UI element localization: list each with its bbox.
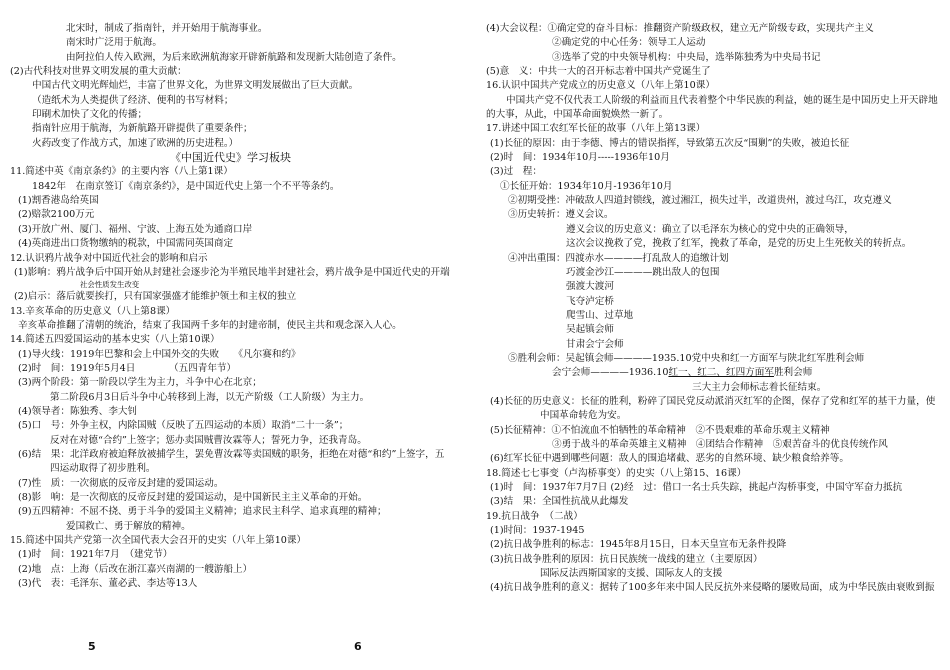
text-line: (4)抗日战争胜利的意义：据转了100多年来中国人民反抗外来侵略的屡败局面，成为中华民族由衰败到振 bbox=[490, 582, 935, 594]
underlined-text: 红一、红二、红四方面军 bbox=[668, 367, 774, 379]
text-line: (1)时 间：1937年7月7日 (2)经 过：借口一名士兵失踪，挑起卢沟桥事变，中国守军奋力抵抗 bbox=[490, 482, 903, 493]
text-line: 爬雪山、过草地 bbox=[566, 309, 634, 321]
text-line: (2)抗日战争胜利的标志：1945年8月15日，日本天皇宣布无条件投降 bbox=[490, 539, 787, 551]
text-line: 中国古代文明光辉灿烂，丰富了世界文化，为世界文明发展做出了巨大贡献。 bbox=[32, 80, 359, 92]
text-line: 遵义会议的历史意义：确立了以毛泽东为核心的党中央的正确领导， bbox=[566, 223, 854, 235]
right-page bbox=[486, 22, 942, 596]
text-line: (1)导火线：1919年巴黎和会上中国外交的失败 《凡尔赛和约》 bbox=[18, 348, 301, 360]
text-line: 南宋时广泛用于航海。 bbox=[66, 37, 162, 49]
question-heading: 17.讲述中国工农红军长征的故事（八年上第13课） bbox=[486, 123, 706, 135]
question-heading: 11.简述中英《南京条约》的主要内容（八上第1课） bbox=[10, 166, 233, 178]
text-line: ③勇于战斗的革命英雄主义精神 ④团结合作精神 ⑤艰苦奋斗的优良传统作风 bbox=[552, 438, 888, 450]
text-line: (2)时 间：1919年5月4日 （五四青年节） bbox=[18, 362, 237, 374]
question-heading: 18.简述七七事变（卢沟桥事变）的史实（八上第15、16课） bbox=[486, 467, 747, 479]
question-heading: 12.认识鸦片战争对中国近代社会的影响和启示 bbox=[10, 252, 208, 264]
text-line: (1)时间：1937-1945 bbox=[490, 525, 585, 537]
text-line: (7)性 质：一次彻底的反帝反封建的爱国运动。 bbox=[18, 477, 224, 489]
text-line: (4)大会议程：①确定党的奋斗目标：推翻资产阶级政权，建立无产阶级专政，实现共产主义 bbox=[486, 23, 874, 34]
question-heading: 14.简述五四爱国运动的基本史实（八上第10课） bbox=[10, 334, 220, 346]
text-line: (1)影响：鸦片战争后中国开始从封建社会逐步沦为半殖民地半封建社会，鸦片战争是中国近代史的开端 bbox=[14, 266, 450, 278]
text-line: (5)口 号：外争主权，内除国贼（反映了五四运动的本质）取消“二十一条”； bbox=[18, 420, 349, 432]
question-heading: 16.认识中国共产党成立的历史意义（八年上第10课） bbox=[486, 80, 715, 92]
text-line: 这次会议挽救了党，挽救了红军，挽救了革命，是党的历史上生死攸关的转折点。 bbox=[566, 238, 912, 250]
text-line: 巧渡金沙江————跳出敌人的包围 bbox=[566, 266, 720, 278]
text-line: 三大主力会师标志着长征结束。 bbox=[692, 381, 827, 393]
text-line: ⑤胜利会师：吴起镇会师————1935.10党中央和红一方面军与陕北红军胜利会师 bbox=[508, 352, 865, 364]
text-line: (1)时 间：1921年7月 （建党节） bbox=[18, 549, 173, 561]
text-line: (3)抗日战争胜利的原因：抗日民族统一战线的建立（主要原因） bbox=[490, 553, 763, 565]
text-line: 甘肃会宁会师 bbox=[566, 338, 624, 350]
text-line: 火药改变了作战方式，加速了欧洲的历史进程。） bbox=[32, 137, 239, 149]
text-line: 吴起镇会师 bbox=[566, 324, 614, 336]
text-line: 国际反法西斯国家的支援、国际友人的支援 bbox=[540, 568, 723, 580]
text-line: ④冲出重围：四渡赤水————打乱敌人的追缴计划 bbox=[508, 252, 729, 264]
text-line: ②初期受挫：冲破敌人四道封锁线，渡过湘江，损失过半，改道贵州，渡过乌江，攻克遵义 bbox=[508, 195, 892, 207]
text-line: ②确定党的中心任务：领导工人运动 bbox=[552, 37, 706, 49]
text-line: ③历史转折：遵义会议。 bbox=[508, 209, 614, 221]
text-line: (3)两个阶段：第一阶段以学生为主力，斗争中心在北京； bbox=[18, 377, 262, 389]
page-number-left: 5 bbox=[88, 640, 96, 653]
section-title: 《中国近代史》学习板块 bbox=[170, 151, 291, 165]
text-paragraph: 中国共产党不仅代表工人阶级的利益而且代表着整个中华民族的利益，她的诞生是中国历史上开天辟地的大事，从此，中国革命面貌焕然一新了。 bbox=[486, 94, 938, 121]
text-line: (2)赔款2100万元 bbox=[18, 209, 95, 221]
text-line: (3)结 果：全国性抗战从此爆发 bbox=[490, 496, 629, 508]
text-line: (5)意 义：中共一大的召开标志着中国共产党诞生了 bbox=[486, 66, 711, 78]
text-line: (2)地 点：上海（后改在浙江嘉兴南湖的一艘游船上） bbox=[18, 563, 253, 575]
text-line: (5)长征精神：①不怕流血不怕牺牲的革命精神 ②不畏艰难的革命乐观主义精神 bbox=[490, 424, 830, 436]
text-line: 飞夺泸定桥 bbox=[566, 295, 614, 307]
text-line: (6)结 果：北洋政府被迫释放被捕学生，罢免曹汝霖等卖国贼的职务，拒绝在对德“和约”上签字，五 bbox=[18, 448, 445, 460]
text-line: (4)长征的历史意义：长征的胜利，粉碎了国民党反动派消灭红军的企图，保存了党和红军的基干力量，使 bbox=[490, 395, 936, 407]
text-line: (8)影 响：是一次彻底的反帝反封建的爱国运动，是中国新民主主义革命的开始。 bbox=[18, 492, 368, 503]
text-line: 中国革命转危为安。 bbox=[540, 410, 627, 422]
question-heading: 15.简述中国共产党第一次全国代表大会召开的史实（八年上第10课） bbox=[10, 535, 307, 547]
text-line: 反对在对德“合约”上签字；惩办卖国贼曹汝霖等人；誓死力争，还我青岛。 bbox=[50, 434, 367, 446]
text-segment: 会宁会师————1936.10 bbox=[552, 367, 669, 379]
text-line: (2)启示：落后就要挨打，只有国家强盛才能维护领土和主权的独立 bbox=[14, 291, 297, 303]
text-line: (4)英商进出口货物缴纳的税款，中国需同英国商定 bbox=[18, 238, 234, 250]
text-line: 第二阶段6月3日后斗争中心转移到上海，以无产阶级（工人阶级）为主力。 bbox=[50, 391, 370, 403]
text-line: (3)过 程： bbox=[490, 166, 542, 178]
text-line: 爱国救亡、勇于解放的精神。 bbox=[66, 520, 191, 532]
text-line: (1)割香港岛给英国 bbox=[18, 195, 99, 207]
text-line: 强渡大渡河 bbox=[566, 281, 614, 293]
page-number-right: 6 bbox=[354, 640, 362, 653]
question-heading: 13.辛亥革命的历史意义（八上第8课） bbox=[10, 305, 176, 317]
text-line: (2)古代科技对世界文明发展的重大贡献： bbox=[10, 66, 187, 78]
text-line: 由阿拉伯人传入欧洲，为后来欧洲航海家开辟新航路和发现新大陆创造了条件。 bbox=[66, 51, 402, 63]
text-line: (2)时 间：1934年10月-----1936年10月 bbox=[490, 152, 670, 164]
text-line: 辛亥革命推翻了清朝的统治，结束了我国两千多年的封建帝制，使民主共和观念深入人心。 bbox=[18, 319, 402, 331]
text-line: ③选举了党的中央领导机构：中央局，选举陈独秀为中央局书记 bbox=[552, 51, 821, 63]
text-line: (4)领导者：陈独秀、李大钊 bbox=[18, 405, 138, 417]
text-line: (9)五四精神：不屈不挠、勇于斗争的爱国主义精神；追求民主科学、追求真理的精神； bbox=[18, 506, 387, 518]
text-line: ①长征开始：1934年10月-1936年10月 bbox=[500, 180, 673, 192]
annotation-note: 社会性质发生改变 bbox=[80, 280, 140, 290]
text-line bbox=[486, 366, 942, 380]
text-line: 1842年 在南京签订《南京条约》，是中国近代史上第一个不平等条约。 bbox=[32, 180, 340, 192]
text-line: (1)长征的原因：由于李德、博古的错误指挥，导致第五次反“围剿”的失败，被迫长征 bbox=[490, 137, 850, 149]
text-line: (6)红军长征中遇到哪些问题：敌人的围追堵截、恶劣的自然环境、缺少粮食给养等。 bbox=[490, 453, 849, 465]
question-heading: 19.抗日战争 （二战） bbox=[486, 510, 583, 522]
text-line: 四运动取得了初步胜利。 bbox=[50, 463, 156, 475]
left-page bbox=[10, 22, 462, 591]
text-line: 指南针应用于航海，为新航路开辟提供了重要条件； bbox=[32, 123, 253, 135]
text-line: 印刷术加快了文化的传播； bbox=[32, 109, 148, 121]
text-line: （造纸术为人类提供了经济、便利的书写材料； bbox=[32, 94, 234, 106]
text-line: (3)代 表：毛泽东、董必武、李达等13人 bbox=[18, 578, 198, 590]
text-line: (3)开放广州、厦门、福州、宁波、上海五处为通商口岸 bbox=[18, 223, 253, 235]
text-line: 北宋时，制成了指南针，并开始用于航海事业。 bbox=[66, 23, 268, 34]
text-segment: 胜利会师 bbox=[773, 367, 813, 379]
